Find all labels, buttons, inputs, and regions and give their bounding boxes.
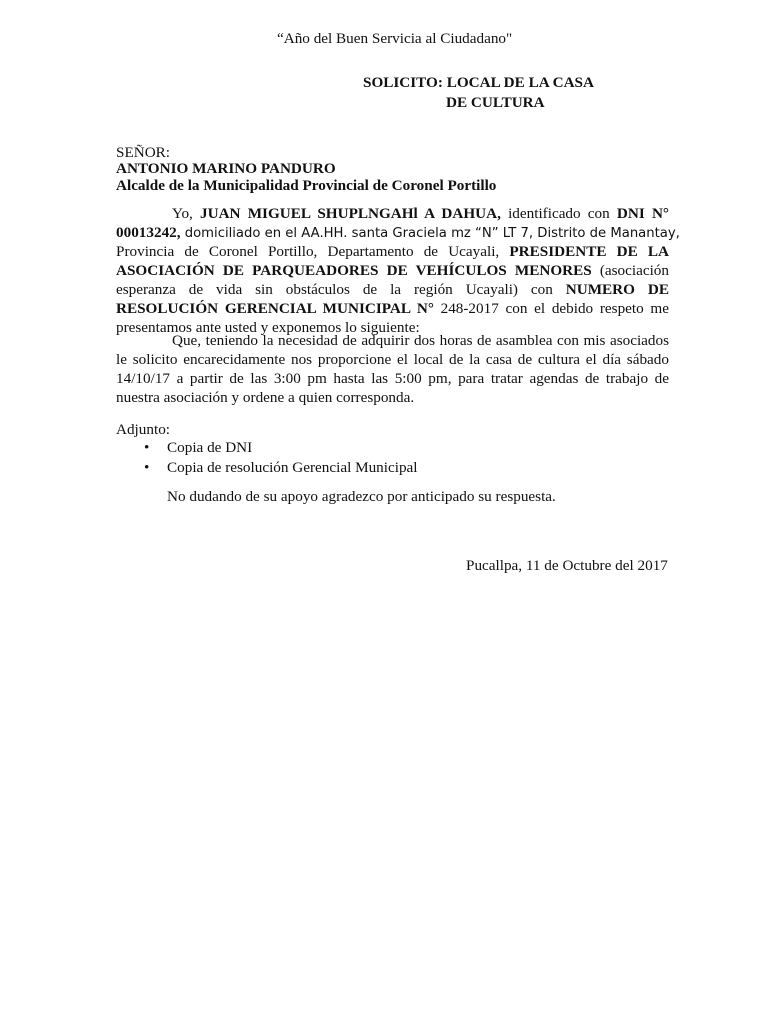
addressee-name: ANTONIO MARINO PANDURO (116, 160, 336, 177)
year-motto: “Año del Buen Servicia al Ciudadano" (277, 30, 513, 47)
p1-line-3 (116, 242, 669, 261)
assoc-a: (asociación (591, 262, 669, 279)
p1-line-2 (116, 223, 680, 242)
addressee-title: Alcalde de la Municipalidad Provincial de Coronel Portillo (116, 177, 497, 194)
resolution-num: 248-2017 con el debido respeto me (433, 300, 669, 317)
attachment-item: Copia de DNI (167, 439, 253, 456)
p2-line-4: nuestra asociación y ordene a quien corresponda. (116, 389, 415, 406)
subject-line-1: SOLICITO: LOCAL DE LA CASA (363, 74, 594, 91)
dni-number: 00013242, (116, 224, 181, 241)
paragraph-2 (116, 331, 669, 407)
p1-line-5 (116, 280, 669, 299)
place-date: Pucallpa, 11 de Octubre del 2017 (466, 557, 668, 574)
role-b: ASOCIACIÓN DE PARQUEADORES DE VEHÍCULOS MENORES (116, 262, 592, 279)
resolution-a: NUMERO DE (565, 281, 669, 298)
paragraph-1 (116, 204, 680, 337)
dni-label: DNI N° (616, 205, 669, 222)
bullet-2: • (144, 459, 150, 476)
assoc-b: esperanza de vida sin obstáculos de la región Ucayali) con (116, 281, 566, 298)
resolution-b: RESOLUCIÓN GERENCIAL MUNICIPAL N° (116, 300, 434, 317)
p1-line-1 (116, 204, 669, 223)
p1-identificado: identificado con (500, 205, 617, 222)
subject-line-2: DE CULTURA (446, 94, 545, 111)
salutation: SEÑOR: (116, 144, 171, 161)
p1-line-6 (116, 299, 669, 318)
bullet-1: • (144, 439, 150, 456)
p1-line-4 (116, 261, 669, 280)
p1-closing: presentamos ante usted y exponemos lo siguiente: (116, 319, 420, 336)
p2-line-2: le solicito encarecidamente nos proporcione el local de la casa de cultura el día sábado (116, 351, 669, 368)
p2-line-3: 14/10/17 a partir de las 3:00 pm hasta las 5:00 pm, para tratar agendas de trabajo de (116, 370, 669, 387)
p1-yo: Yo, (172, 205, 201, 222)
address: domiciliado en el AA.HH. santa Graciela mz “N” LT 7, Distrito de Manantay, (180, 226, 680, 241)
attachment-item: Copia de resolución Gerencial Municipal (167, 459, 418, 476)
role-a: PRESIDENTE DE LA (509, 243, 669, 260)
p2-line-1: Que, teniendo la necesidad de adquirir dos horas de asamblea con mis asociados (172, 332, 669, 349)
attachments-label: Adjunto: (116, 421, 171, 438)
closing-line: No dudando de su apoyo agradezco por anticipado su respuesta. (167, 488, 556, 505)
requester-name: JUAN MIGUEL SHUPLNGAHl A DAHUA, (200, 205, 501, 222)
province: Provincia de Coronel Portillo, Departamento de Ucayali, (116, 243, 510, 260)
